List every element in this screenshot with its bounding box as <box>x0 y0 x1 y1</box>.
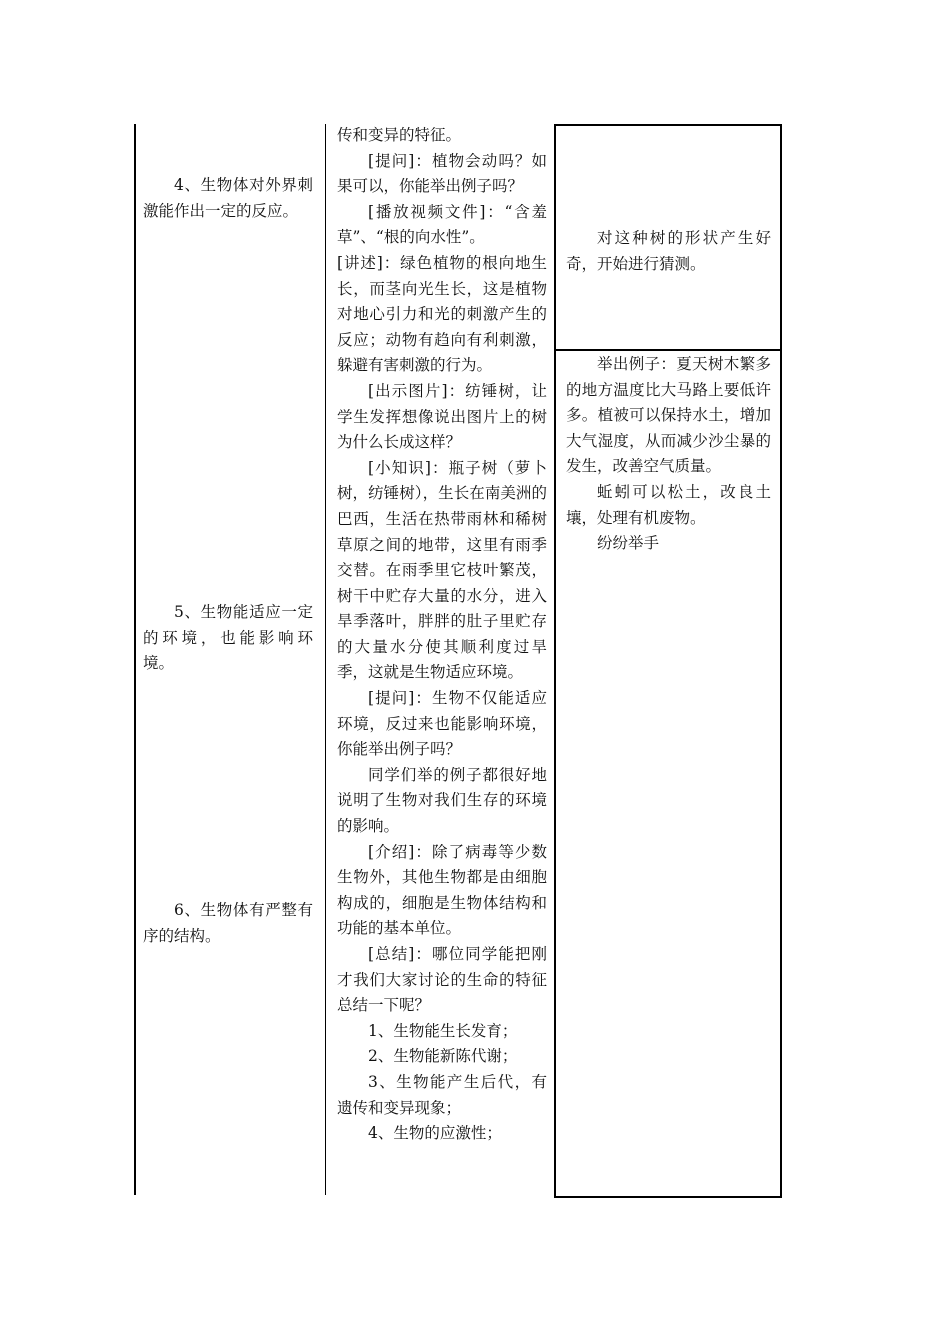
right-top-text: 对这种树的形状产生好奇，开始进行猜测。 <box>566 229 771 273</box>
middle-p6: [提问]：生物不仅能适应环境，反过来也能影响环境，你能举出例子吗？ <box>337 689 547 759</box>
middle-p5: [小知识]：瓶子树（萝卜树，纺锤树），生长在南美洲的巴西，生活在热带雨林和稀树草原之间的地带，这里有雨季交替。在雨季里它枝叶繁茂，树干中贮存大量的水分，进入旱季落叶，胖胖的肚子里贮存的大量水分使其顺利度过旱季，这就是生物适应环境。 <box>337 458 547 682</box>
middle-p9: [总结]：哪位同学能把刚才我们大家讨论的生命的特征总结一下呢？ <box>337 945 547 1015</box>
right-b3: 纷纷举手 <box>597 534 660 553</box>
middle-p7: 同学们举的例子都很好地说明了生物对我们生存的环境的影响。 <box>337 765 547 836</box>
item-5: 5、生物能适应一定的环境，也能影响环境。 <box>143 603 313 673</box>
right-b1: 举出例子：夏天树木繁多的地方温度比大马路上要低许多。植被可以保持水土，增加大气湿度，从而减少沙尘暴的发生，改善空气质量。 <box>566 355 771 476</box>
left-column-item6-wrap <box>143 898 313 949</box>
item-6: 6、生物体有严整有序的结构。 <box>143 901 313 945</box>
table-divider-1 <box>325 124 326 1195</box>
right-cell-bottom-border <box>554 1196 782 1198</box>
left-column-item5-wrap <box>143 600 313 677</box>
table-divider-2 <box>554 124 556 1198</box>
summary-3: 3、生物能产生后代，有遗传和变异现象； <box>337 1072 547 1117</box>
right-column-bottom <box>566 352 771 557</box>
summary-4: 4、生物的应激性； <box>368 1124 502 1143</box>
middle-column <box>337 123 547 1147</box>
middle-p8: [介绍]：除了病毒等少数生物外，其他生物都是由细胞构成的，细胞是生物体结构和功能的基本单位。 <box>337 842 547 938</box>
right-cell-top-border <box>554 124 782 126</box>
table-left-border <box>134 124 136 1195</box>
middle-p4: [出示图片]：纺锤树，让学生发挥想像说出图片上的树为什么长成这样？ <box>337 381 547 452</box>
right-b2: 蚯蚓可以松土，改良土壤，处理有机废物。 <box>566 482 771 527</box>
middle-p0: 传和变异的特征。 <box>337 126 462 144</box>
table-right-border <box>780 124 782 1198</box>
right-cell-divider <box>554 349 782 351</box>
item-4: 4、生物体对外界刺激能作出一定的反应。 <box>143 176 313 220</box>
summary-2: 2、生物能新陈代谢； <box>368 1047 518 1066</box>
middle-p3: [讲述]：绿色植物的根向地生长，而茎向光生长，这是植物对地心引力和光的刺激产生的反应；动物有趋向有利刺激，躲避有害刺激的行为。 <box>337 253 547 375</box>
left-column <box>143 173 313 224</box>
middle-p1: [提问]：植物会动吗？如果可以，你能举出例子吗？ <box>337 151 547 196</box>
summary-1: 1、生物能生长发育； <box>368 1021 518 1040</box>
right-column-top <box>566 226 771 277</box>
middle-p2: [播放视频文件]：“含羞草”、“根的向水性”。 <box>337 202 547 247</box>
